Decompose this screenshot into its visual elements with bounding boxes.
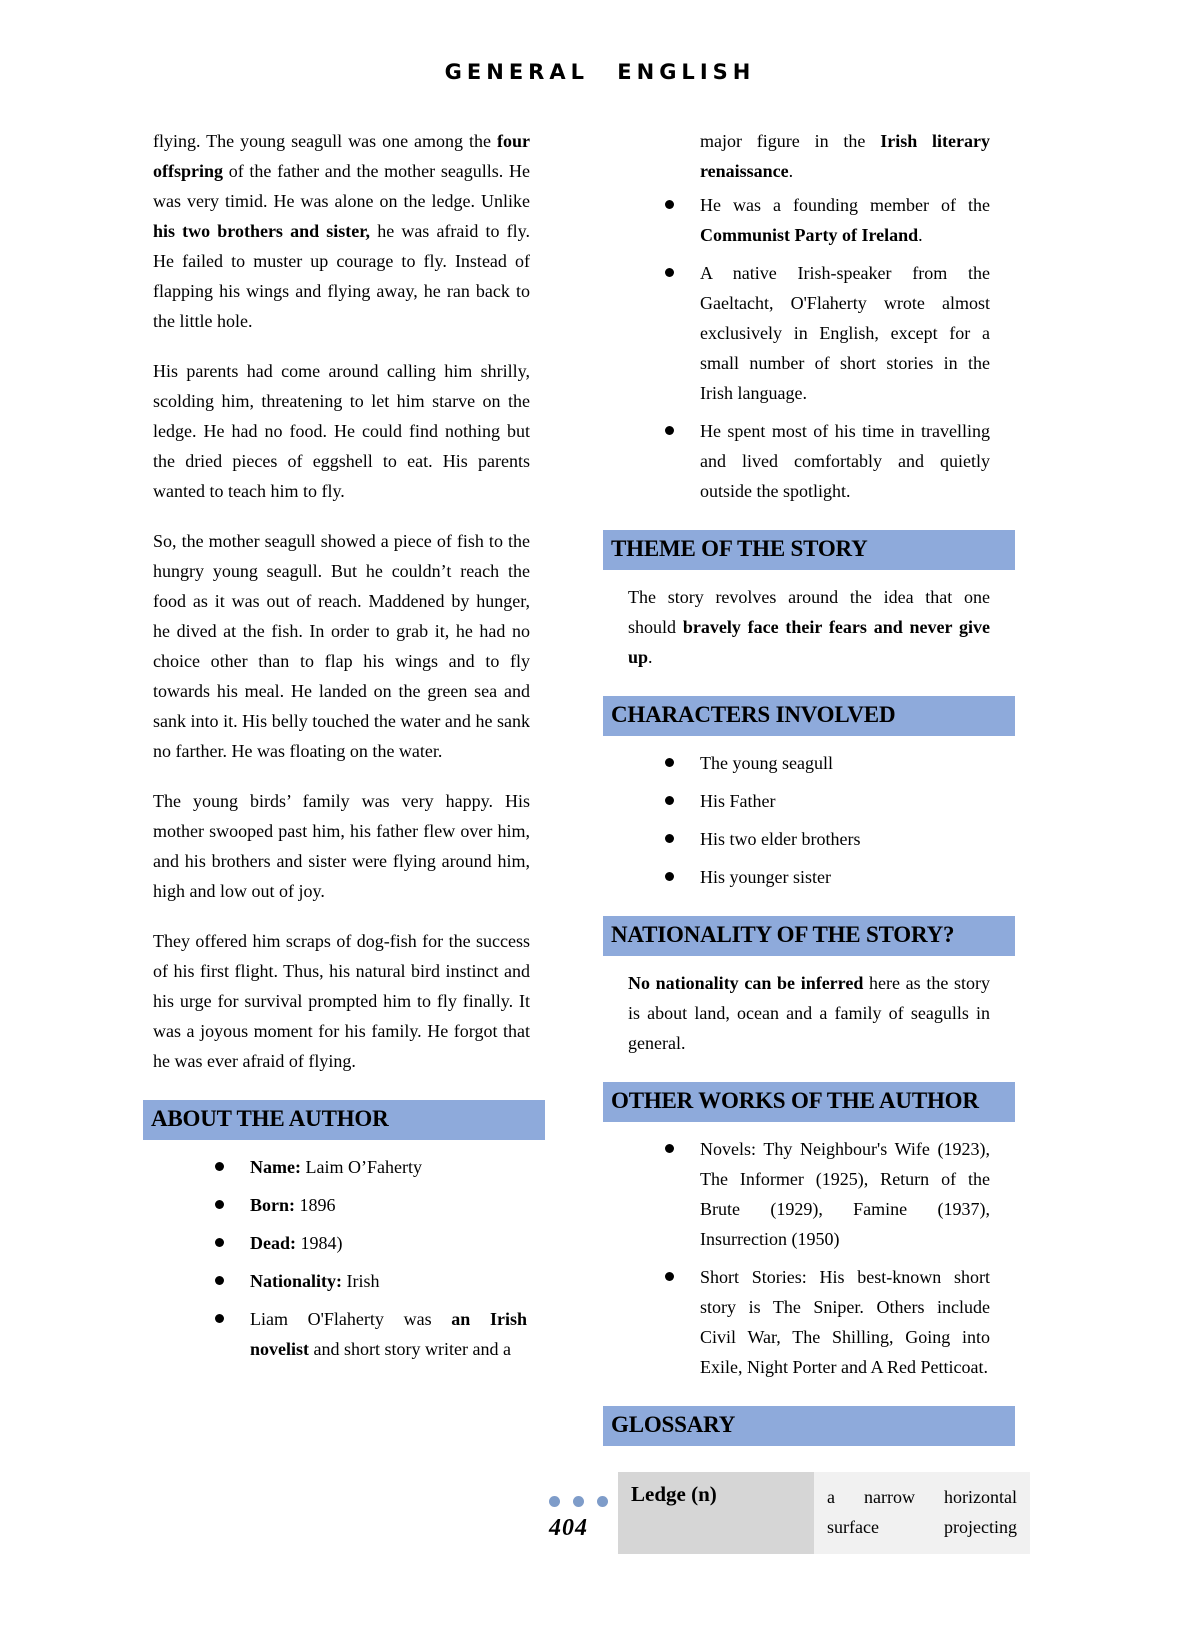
- text-run: The young birds’ family was very happy. His mother swooped past him, his father flew over him, and his brothers and sister were flying around him, high and low out of joy.: [153, 791, 530, 901]
- text-run: He spent most of his time in travelling and lived comfortably and quietly outside the spotlight.: [700, 421, 990, 501]
- list-item: [603, 1134, 1015, 1254]
- list-item: [143, 1152, 545, 1182]
- list-item: [143, 1190, 545, 1220]
- list-item: [603, 786, 1015, 816]
- story-paragraph-5: [153, 926, 530, 1076]
- story-paragraph-1: [153, 126, 530, 336]
- bold-text-run: an Irish novelist: [250, 1309, 527, 1359]
- section-header-theme: THEME OF THE STORY: [603, 530, 1015, 570]
- text-run: A native Irish-speaker from the Gaeltacht, O'Flaherty wrote almost exclusively in English, except for a small number of short stories in the Irish language.: [700, 263, 990, 403]
- text-run: .: [918, 225, 923, 245]
- section-header-about-the-author: ABOUT THE AUTHOR: [143, 1100, 545, 1140]
- text-run: His Father: [700, 791, 776, 811]
- text-run: .: [788, 161, 794, 181]
- list-item: [603, 862, 1015, 892]
- footer-dots-icon: [549, 1494, 621, 1508]
- list-item: [143, 1304, 545, 1364]
- text-run: he was afraid to fly. He failed to muster up courage to fly. Instead of flapping his wings and flying away, he ran back to the little hole.: [153, 221, 530, 331]
- text-run: and short story writer and a: [309, 1339, 511, 1359]
- text-run: 1984): [300, 1233, 343, 1253]
- section-header-other-works: OTHER WORKS OF THE AUTHOR: [603, 1082, 1015, 1122]
- text-run: His parents had come around calling him shrilly, scolding him, threatening to let him starve on the ledge. He had no food. He could find nothing but the dried pieces of eggshell to eat. His parents wanted to teach him to fly.: [153, 361, 530, 501]
- page-number: 404: [549, 1515, 588, 1541]
- bold-text-run: his two brothers and sister,: [153, 221, 371, 241]
- list-item: [603, 416, 1015, 506]
- list-item: [603, 748, 1015, 778]
- theme-paragraph: [628, 582, 990, 672]
- text-run: here as the story is about land, ocean and a family of seagulls in general.: [628, 973, 990, 1053]
- glossary-definition-cell: a narrow horizontal surface projecting: [814, 1472, 1030, 1554]
- bold-text-run: four offspring: [153, 131, 530, 181]
- text-run: The young seagull: [700, 753, 833, 773]
- glossary-table: [618, 1472, 1030, 1554]
- text-run: Novels: Thy Neighbour's Wife (1923), The Informer (1925), Return of the Brute (1929), Famine (1937), Insurrection (1950): [700, 1139, 990, 1249]
- author-facts-list: [603, 190, 1015, 506]
- section-header-characters: CHARACTERS INVOLVED: [603, 696, 1015, 736]
- story-paragraph-2: [153, 356, 530, 506]
- bold-text-run: Born:: [250, 1195, 300, 1215]
- text-run: 1896: [299, 1195, 336, 1215]
- story-paragraph-4: [153, 786, 530, 906]
- dot-icon: [549, 1496, 560, 1507]
- bold-text-run: Irish literary renaissance: [700, 131, 990, 181]
- bold-text-run: Communist Party of Ireland: [700, 225, 919, 245]
- list-item: [603, 824, 1015, 854]
- right-column: [603, 126, 1015, 1554]
- text-run: His younger sister: [700, 867, 831, 887]
- text-run: Liam O'Flaherty was: [250, 1309, 452, 1329]
- section-header-nationality: NATIONALITY OF THE STORY?: [603, 916, 1015, 956]
- text-run: flying. The young seagull was one among the: [153, 131, 497, 151]
- text-run: The story revolves around the idea that one should: [628, 587, 990, 637]
- about-author-list: [143, 1152, 545, 1364]
- dot-icon: [597, 1496, 608, 1507]
- text-run: His two elder brothers: [700, 829, 861, 849]
- glossary-term-cell: Ledge (n): [618, 1472, 814, 1554]
- text-run: Short Stories: His best-known short story is The Sniper. Others include Civil War, The Shilling, Going into Exile, Night Porter and A Red Petticoat.: [700, 1267, 990, 1377]
- text-run: of the father and the mother seagulls. He was very timid. He was alone on the ledge. Unlike: [153, 161, 530, 211]
- bold-text-run: No nationality can be inferred: [628, 973, 864, 993]
- bold-text-run: Dead:: [250, 1233, 301, 1253]
- bold-text-run: Nationality:: [250, 1271, 347, 1291]
- page-footer: [549, 1494, 621, 1542]
- two-column-layout: [143, 126, 1200, 1554]
- text-run: .: [648, 647, 653, 667]
- list-item: [603, 190, 1015, 250]
- glossary-row: [618, 1472, 1030, 1554]
- text-run: major figure in the: [700, 131, 881, 151]
- other-works-list: [603, 1134, 1015, 1382]
- list-item: [603, 1262, 1015, 1382]
- page-header-title: GENERAL ENGLISH: [444, 60, 756, 84]
- story-paragraph-3: [153, 526, 530, 766]
- nationality-paragraph: [628, 968, 990, 1058]
- list-item: [143, 1228, 545, 1258]
- text-run: Laim O’Faherty: [305, 1157, 422, 1177]
- text-run: He was a founding member of the: [700, 195, 990, 215]
- characters-list: [603, 748, 1015, 892]
- text-run: They offered him scraps of dog-fish for the success of his first flight. Thus, his natural bird instinct and his urge for survival prompted him to fly finally. It was a joyous moment for his family. He forgot that he was ever afraid of flying.: [153, 931, 530, 1071]
- left-column: [143, 126, 545, 1372]
- text-run: So, the mother seagull showed a piece of fish to the hungry young seagull. But he couldn’t reach the food as it was out of reach. Maddened by hunger, he dived at the fish. In order to grab it, he had no choice other than to flap his wings and to fly towards his meal. He landed on the green sea and sank into it. His belly touched the water and he sank no farther. He was floating on the water.: [153, 531, 530, 761]
- bold-text-run: bravely face their fears and never give up: [628, 617, 990, 667]
- continuation-paragraph: [700, 126, 990, 186]
- list-item: [603, 258, 1015, 408]
- dot-icon: [573, 1496, 584, 1507]
- text-run: Irish: [346, 1271, 380, 1291]
- bold-text-run: Name:: [250, 1157, 306, 1177]
- list-item: [143, 1266, 545, 1296]
- section-header-glossary: GLOSSARY: [603, 1406, 1015, 1446]
